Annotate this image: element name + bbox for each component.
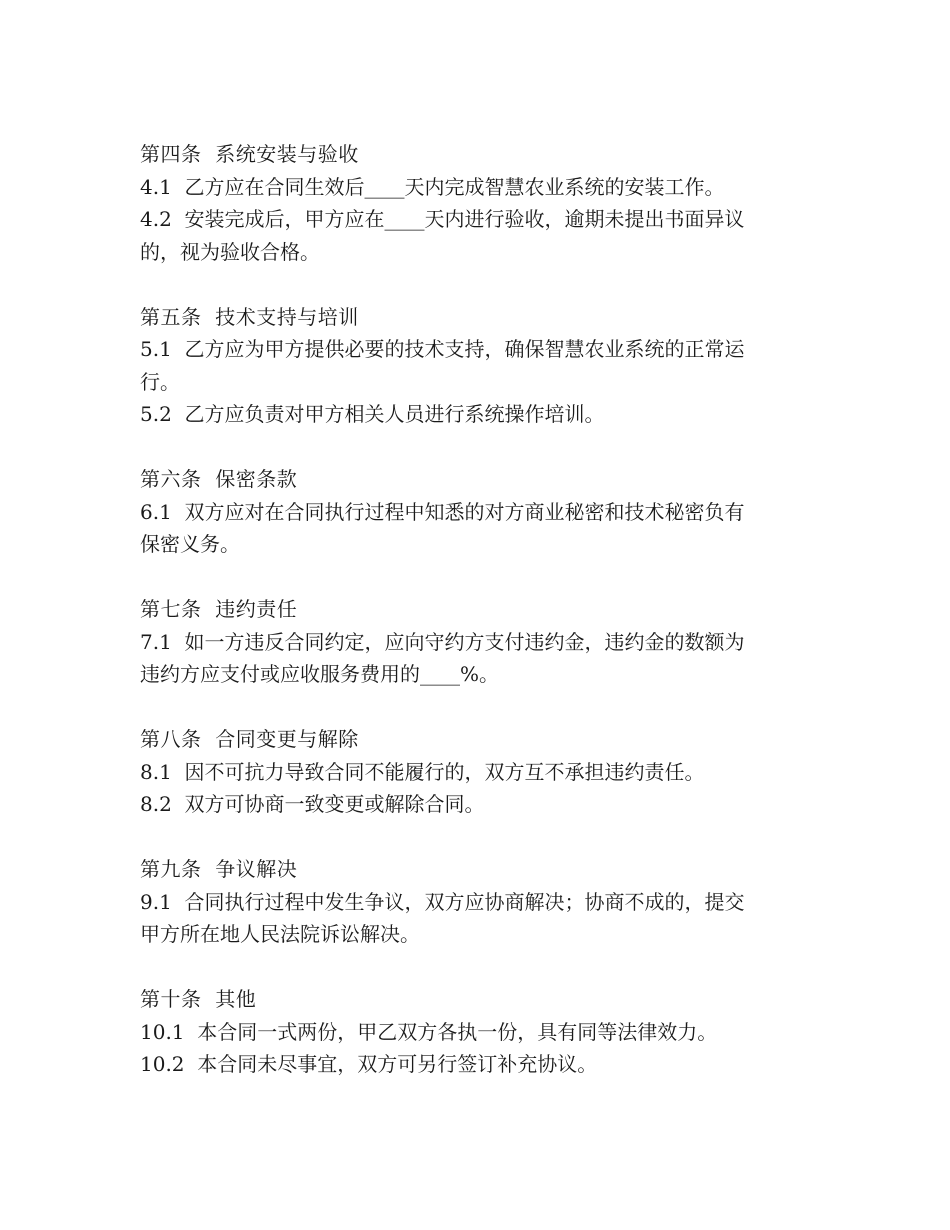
clause-line: 9.1 合同执行过程中发生争议，双方应协商解决；协商不成的，提交 (140, 889, 745, 914)
contract-page (140, 138, 800, 1113)
article-heading: 第九条 争议解决 (140, 857, 298, 881)
clause-line: 10.1 本合同一式两份，甲乙双方各执一份，具有同等法律效力。 (140, 1019, 718, 1044)
article-heading: 第六条 保密条款 (140, 467, 298, 491)
article-heading: 第四条 系统安装与验收 (140, 142, 359, 166)
article-heading: 第十条 其他 (140, 987, 257, 1011)
article-10 (140, 983, 800, 1081)
clause-line: 4.2 安装完成后，甲方应在____天内进行验收，逾期未提出书面异议 (140, 207, 745, 231)
clause-line: 5.1 乙方应为甲方提供必要的技术支持，确保智慧农业系统的正常运 (140, 337, 745, 361)
article-5 (140, 301, 800, 431)
clause-line: 10.2 本合同未尽事宜，双方可另行签订补充协议。 (140, 1052, 598, 1076)
article-heading: 第五条 技术支持与培训 (140, 304, 359, 329)
article-7 (140, 593, 800, 691)
clause-line: 甲方所在地人民法院诉讼解决。 (140, 922, 420, 946)
clause-line: 4.1 乙方应在合同生效后____天内完成智慧农业系统的安装工作。 (140, 174, 725, 199)
clause-line: 8.2 双方可协商一致变更或解除合同。 (140, 792, 485, 816)
clause-line: 的，视为验收合格。 (140, 239, 320, 264)
article-8 (140, 723, 800, 821)
article-heading: 第八条 合同变更与解除 (140, 727, 359, 751)
clause-line: 违约方应支付或应收服务费用的____%。 (140, 662, 500, 686)
clause-line: 保密义务。 (140, 532, 240, 556)
clause-line: 8.1 因不可抗力导致合同不能履行的，双方互不承担违约责任。 (140, 759, 705, 784)
clause-line: 6.1 双方应对在合同执行过程中知悉的对方商业秘密和技术秘密负有 (140, 499, 745, 524)
clause-line: 5.2 乙方应负责对甲方相关人员进行系统操作培训。 (140, 402, 605, 426)
article-heading: 第七条 违约责任 (140, 597, 298, 621)
article-9 (140, 853, 800, 951)
article-4 (140, 138, 800, 268)
clause-line: 7.1 如一方违反合同约定，应向守约方支付违约金，违约金的数额为 (140, 629, 745, 654)
clause-line: 行。 (140, 369, 180, 394)
article-6 (140, 463, 800, 561)
